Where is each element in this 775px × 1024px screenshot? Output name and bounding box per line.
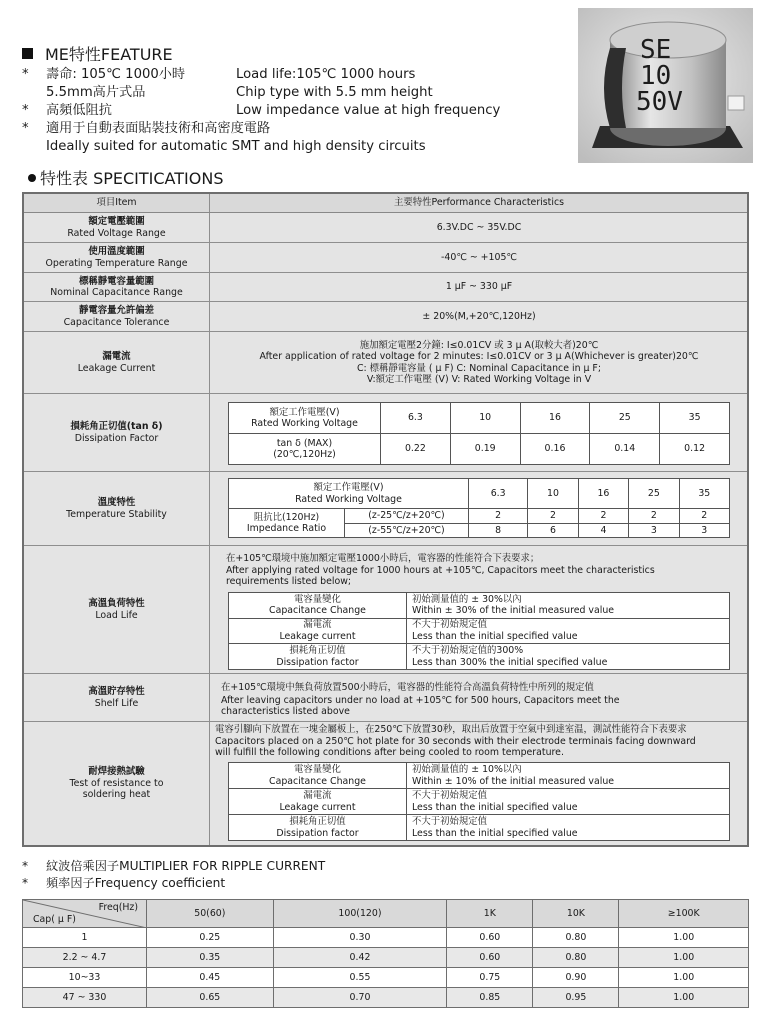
cell-text-zh: 損耗角正切值 bbox=[289, 816, 346, 827]
spec-item-en: soldering heat bbox=[82, 789, 151, 801]
ripple-subtitle-text: 頻率因子Frequency coefficient bbox=[46, 876, 226, 890]
cell-text-en: Less than the initial specified value bbox=[412, 630, 578, 642]
spec-row-leakage bbox=[24, 332, 747, 394]
spec-item-en: Nominal Capacitance Range bbox=[50, 287, 183, 298]
corner-freq-label: Freq(Hz) bbox=[98, 902, 138, 913]
capacitor-image bbox=[578, 8, 753, 163]
cell-text-zh: 漏電流 bbox=[303, 790, 332, 801]
cell-text-en: Within ± 30% of the initial measured value bbox=[412, 605, 615, 617]
feature-title-text: ME特性FEATURE bbox=[45, 45, 173, 64]
spec-value-cell bbox=[211, 302, 747, 331]
spec-item-cell bbox=[24, 722, 210, 845]
spec-row-operating-temp bbox=[24, 243, 747, 273]
dissipation-table bbox=[228, 402, 730, 465]
ripple-value-cell: 1.00 bbox=[619, 968, 749, 988]
ripple-title-block bbox=[22, 858, 325, 892]
spec-item-cell bbox=[24, 332, 210, 393]
table-row bbox=[229, 644, 730, 670]
cell-text-en: Capacitance Change bbox=[269, 605, 366, 617]
intro-en: Capacitors placed on a 250℃ hot plate for 30 seconds with their electrode terminais facing downward bbox=[215, 735, 696, 747]
table-row bbox=[229, 479, 730, 509]
spec-item-zh: 靜電容量允許偏差 bbox=[78, 305, 154, 316]
table-cell: 25 bbox=[590, 403, 660, 434]
table-cell: 2 bbox=[629, 509, 679, 524]
photo-marking-2: 10 bbox=[640, 61, 672, 91]
ripple-value-cell: 0.70 bbox=[273, 988, 447, 1008]
table-cell: 35 bbox=[679, 479, 729, 509]
leakage-line: V:額定工作電壓 (V) V: Rated Working Voltage in V bbox=[366, 374, 592, 385]
ripple-table bbox=[22, 899, 749, 1008]
square-bullet-icon bbox=[22, 48, 33, 59]
ripple-value-cell: 1.00 bbox=[619, 928, 749, 948]
table-cell: 10 bbox=[450, 403, 520, 434]
table-cell: (z-55℃/z+20℃) bbox=[345, 523, 469, 538]
spec-title bbox=[28, 166, 223, 189]
ripple-value-cell: 0.42 bbox=[273, 948, 447, 968]
table-cell: 2 bbox=[679, 509, 729, 524]
feature-item-en: Load life:105℃ 1000 hours bbox=[236, 67, 416, 82]
spec-item-cell bbox=[24, 546, 210, 673]
cell-text-en: Dissipation factor bbox=[276, 827, 359, 839]
feature-item-cn: 高頻低阻抗 bbox=[46, 103, 112, 118]
table-cell: 4 bbox=[578, 523, 628, 538]
leakage-line: C: 標稱靜電容量 ( μ F) C: Nominal Capacitance in μ F; bbox=[356, 362, 601, 374]
ripple-value-cell: 0.95 bbox=[533, 988, 619, 1008]
table-cell: 3 bbox=[679, 523, 729, 538]
intro-en: requirements listed below; bbox=[226, 576, 352, 587]
feature-item-cn: 壽命: 105℃ 1000小時 bbox=[46, 67, 186, 82]
cell-text-en: Less than the initial specified value bbox=[412, 801, 578, 813]
ripple-cap-cell: 1 bbox=[23, 928, 147, 948]
spec-row-rated-voltage bbox=[24, 213, 747, 243]
photo-marking-1: SE bbox=[640, 35, 672, 65]
table-cell: 0.19 bbox=[450, 434, 520, 465]
spec-item-en: Dissipation Factor bbox=[74, 432, 159, 444]
ripple-value-cell: 0.65 bbox=[147, 988, 274, 1008]
spec-title-text: 特性表 SPECITICATIONS bbox=[40, 169, 224, 188]
ripple-title-text: 紋波倍乘因子MULTIPLIER FOR RIPPLE CURRENT bbox=[46, 859, 326, 873]
feature-item-en: Low impedance value at high frequency bbox=[236, 103, 501, 118]
table-cell: 0.12 bbox=[660, 434, 730, 465]
spec-row-dissipation bbox=[24, 394, 747, 472]
corner-cap-label: Cap( μ F) bbox=[33, 914, 76, 925]
spec-row-load-life bbox=[24, 546, 747, 674]
spec-row-soldering bbox=[24, 722, 747, 845]
table-cell: 2 bbox=[528, 509, 578, 524]
spec-value-cell bbox=[211, 243, 747, 272]
spec-value: -40℃ ~ +105℃ bbox=[441, 251, 517, 263]
cell-text-zh: 阻抗比(120Hz) bbox=[253, 511, 320, 523]
cell-text-zh: 不大于初始規定值的300% bbox=[412, 645, 524, 657]
ripple-header-row bbox=[23, 900, 749, 928]
table-cell bbox=[229, 479, 469, 509]
feature-item bbox=[22, 102, 562, 120]
spec-value-cell bbox=[211, 273, 747, 301]
cell-text-zh: 初始測量值的 ± 10%以內 bbox=[412, 764, 522, 775]
table-cell bbox=[229, 593, 407, 619]
text-zh: 在+105℃環境中無負荷放置500小時后，電容器的性能符合高溫負荷特性中所列的規定值 bbox=[221, 682, 594, 693]
spec-header-row bbox=[24, 194, 747, 213]
feature-item bbox=[22, 84, 562, 102]
ripple-value-cell: 0.35 bbox=[147, 948, 274, 968]
leakage-line: 施加額定電壓2分鐘: I≤0.01CV 或 3 μ A(取較大者)20℃ bbox=[359, 339, 599, 351]
table-row bbox=[23, 968, 749, 988]
cell-text-zh: 電容量變化 bbox=[294, 764, 341, 775]
table-row bbox=[23, 988, 749, 1008]
feature-item-text: 適用于自動表面貼裝技術和高密度電路 bbox=[46, 121, 271, 136]
ripple-value-cell: 0.75 bbox=[447, 968, 533, 988]
ripple-subtitle bbox=[22, 875, 325, 892]
table-cell bbox=[229, 618, 407, 644]
intro-en: will fulfill the following conditions after being cooled to room temperature. bbox=[215, 747, 564, 758]
table-row bbox=[229, 789, 730, 815]
photo-marking-3: 50V bbox=[636, 87, 683, 117]
text-en: characteristics listed above bbox=[221, 706, 350, 717]
table-row bbox=[23, 948, 749, 968]
table-cell bbox=[407, 789, 730, 815]
table-row bbox=[229, 763, 730, 789]
cell-text-en: Dissipation factor bbox=[276, 656, 359, 668]
table-cell bbox=[229, 763, 407, 789]
spec-table bbox=[22, 192, 749, 847]
table-cell: 6.3 bbox=[381, 403, 451, 434]
cell-text-en: Less than 300% the initial specified value bbox=[412, 656, 608, 668]
cell-text-zh: 初始測量值的 ± 30%以內 bbox=[412, 593, 522, 605]
ripple-cap-cell: 47 ~ 330 bbox=[23, 988, 147, 1008]
ripple-value-cell: 0.55 bbox=[273, 968, 447, 988]
spec-item-en: Rated Voltage Range bbox=[67, 227, 166, 239]
asterisk-icon: * bbox=[22, 859, 29, 873]
table-row bbox=[229, 509, 730, 524]
dot-bullet-icon bbox=[28, 174, 36, 182]
cell-text-zh: 不大于初始規定值 bbox=[412, 619, 488, 631]
spec-row-capacitance-tolerance bbox=[24, 302, 747, 332]
table-cell bbox=[407, 763, 730, 789]
leakage-line: After application of rated voltage for 2 minutes: I≤0.01CV or 3 μ A(Whichever is greater)20℃ bbox=[259, 351, 699, 362]
ripple-value-cell: 1.00 bbox=[619, 948, 749, 968]
table-row bbox=[229, 618, 730, 644]
spec-item-zh: 損耗角正切值(tan δ) bbox=[70, 421, 163, 432]
spec-item-zh: 高溫負荷特性 bbox=[88, 598, 145, 609]
table-cell: 0.16 bbox=[520, 434, 590, 465]
table-row bbox=[229, 815, 730, 841]
ripple-freq-header: 100(120) bbox=[273, 900, 447, 928]
ripple-value-cell: 0.45 bbox=[147, 968, 274, 988]
cell-text-zh: 額定工作電壓(V) bbox=[269, 406, 340, 418]
table-row bbox=[229, 434, 730, 465]
ripple-value-cell: 0.85 bbox=[447, 988, 533, 1008]
spec-item-en: Test of resistance to bbox=[69, 777, 164, 789]
feature-item bbox=[22, 138, 562, 156]
table-cell: 2 bbox=[469, 509, 528, 524]
spec-item-zh: 額定電壓範圍 bbox=[88, 216, 145, 227]
intro-zh: 在+105℃環境中施加額定電壓1000小時后，電容器的性能符合下表要求； bbox=[226, 553, 540, 564]
feature-list bbox=[22, 66, 562, 156]
header-perf bbox=[211, 194, 747, 212]
table-cell bbox=[229, 815, 407, 841]
table-cell bbox=[407, 593, 730, 619]
spec-item-zh: 漏電流 bbox=[102, 351, 131, 362]
ripple-corner-cell bbox=[23, 900, 147, 928]
spec-item-en: Leakage Current bbox=[77, 362, 156, 374]
spec-item-cell bbox=[24, 302, 210, 331]
spec-item-cell bbox=[24, 213, 210, 242]
spec-value: 1 μF ~ 330 μF bbox=[445, 281, 513, 293]
asterisk-icon: * bbox=[22, 103, 29, 118]
spec-row-capacitance-range bbox=[24, 273, 747, 302]
cell-text-en: Impedance Ratio bbox=[246, 523, 327, 534]
ripple-cap-cell: 2.2 ~ 4.7 bbox=[23, 948, 147, 968]
feature-item-en: Chip type with 5.5 mm height bbox=[236, 85, 433, 100]
spec-item-en: Shelf Life bbox=[94, 697, 139, 709]
intro-zh: 電容引腳向下放置在一塊金屬板上，在250℃下放置30秒，取出后放置于空氣中到達室温，測試性能符合下表要求 bbox=[215, 724, 687, 735]
spec-item-zh: 耐焊接熱試驗 bbox=[88, 766, 145, 778]
feature-item bbox=[22, 120, 562, 138]
table-cell: 16 bbox=[578, 479, 628, 509]
product-photo bbox=[578, 8, 753, 163]
spec-value-cell bbox=[211, 332, 747, 393]
spec-item-cell bbox=[24, 472, 210, 545]
ripple-value-cell: 1.00 bbox=[619, 988, 749, 1008]
table-cell bbox=[229, 403, 381, 434]
table-cell: 0.22 bbox=[381, 434, 451, 465]
ripple-freq-header: ≥100K bbox=[619, 900, 749, 928]
header-item bbox=[24, 194, 210, 212]
cell-text-zh: 電容量變化 bbox=[294, 593, 341, 605]
cell-text-zh: 不大于初始規定值 bbox=[412, 816, 488, 827]
asterisk-icon bbox=[22, 84, 46, 102]
table-cell: 8 bbox=[469, 523, 528, 538]
feature-title bbox=[22, 42, 173, 65]
spec-value: ± 20%(M,+20℃,120Hz) bbox=[422, 310, 536, 322]
table-cell bbox=[407, 644, 730, 670]
table-cell: (z-25℃/z+20℃) bbox=[345, 509, 469, 524]
load-life-intro bbox=[226, 553, 655, 588]
ripple-value-cell: 0.80 bbox=[533, 928, 619, 948]
cell-text-en: Less than the initial specified value bbox=[412, 827, 578, 839]
feature-item bbox=[22, 66, 562, 84]
spec-item-cell bbox=[24, 394, 210, 471]
spec-item-zh: 溫度特性 bbox=[97, 497, 136, 508]
spec-item-cell bbox=[24, 674, 210, 721]
cell-text: (20℃,120Hz) bbox=[273, 449, 336, 460]
ripple-value-cell: 0.30 bbox=[273, 928, 447, 948]
asterisk-icon: * bbox=[22, 121, 29, 136]
table-cell bbox=[229, 789, 407, 815]
ripple-freq-header: 50(60) bbox=[147, 900, 274, 928]
cell-text-en: Rated Working Voltage bbox=[295, 493, 402, 505]
load-life-table bbox=[228, 592, 730, 670]
header-item-text: 項目Item bbox=[96, 197, 137, 209]
cell-text-en: Rated Working Voltage bbox=[251, 418, 358, 429]
cell-text-en: Leakage current bbox=[279, 801, 356, 813]
cell-text-zh: 額定工作電壓(V) bbox=[313, 482, 384, 493]
table-row bbox=[229, 593, 730, 619]
cell-text-zh: 損耗角正切值 bbox=[289, 645, 346, 657]
table-row bbox=[229, 403, 730, 434]
table-cell: 25 bbox=[629, 479, 679, 509]
cell-text-zh: 漏電流 bbox=[303, 619, 332, 631]
spec-item-cell bbox=[24, 273, 210, 301]
spec-row-temperature bbox=[24, 472, 747, 546]
ripple-title bbox=[22, 858, 325, 875]
spec-item-en: Capacitance Tolerance bbox=[63, 316, 170, 328]
ripple-value-cell: 0.25 bbox=[147, 928, 274, 948]
spec-item-zh: 標稱靜電容量範圍 bbox=[78, 275, 154, 287]
asterisk-icon: * bbox=[22, 67, 29, 82]
table-cell bbox=[229, 434, 381, 465]
ripple-value-cell: 0.80 bbox=[533, 948, 619, 968]
ripple-freq-header: 1K bbox=[447, 900, 533, 928]
table-cell: 35 bbox=[660, 403, 730, 434]
cell-text: tan δ (MAX) bbox=[276, 437, 333, 449]
header-perf-text: 主要特性Performance Characteristics bbox=[394, 197, 564, 209]
table-cell: 0.14 bbox=[590, 434, 660, 465]
spec-item-en: Load Life bbox=[95, 609, 138, 621]
spec-item-en: Temperature Stability bbox=[66, 508, 167, 520]
table-cell bbox=[229, 509, 345, 538]
asterisk-icon bbox=[22, 138, 46, 156]
text-en: After leaving capacitors under no load at +105℃ for 500 hours, Capacitors meet the bbox=[221, 694, 620, 706]
cell-text-en: Leakage current bbox=[279, 630, 356, 642]
ripple-cap-cell: 10~33 bbox=[23, 968, 147, 988]
table-cell: 6 bbox=[528, 523, 578, 538]
shelf-life-text bbox=[221, 682, 620, 718]
ripple-value-cell: 0.60 bbox=[447, 928, 533, 948]
feature-item-cn: 5.5mm高片式品 bbox=[46, 85, 146, 100]
table-cell: 6.3 bbox=[469, 479, 528, 509]
soldering-intro bbox=[215, 724, 696, 759]
cell-text-zh: 不大于初始規定值 bbox=[412, 790, 488, 801]
soldering-table bbox=[228, 762, 730, 841]
spec-item-en: Operating Temperature Range bbox=[45, 257, 188, 269]
ripple-freq-header: 10K bbox=[533, 900, 619, 928]
intro-en: After applying rated voltage for 1000 hours at +105℃, Capacitors meet the characteristics bbox=[226, 564, 655, 576]
spec-item-zh: 使用溫度範圍 bbox=[88, 246, 145, 257]
temperature-table bbox=[228, 478, 730, 538]
spec-item-zh: 高溫貯存特性 bbox=[88, 686, 145, 697]
table-row bbox=[23, 928, 749, 948]
table-cell bbox=[407, 618, 730, 644]
table-cell bbox=[229, 644, 407, 670]
spec-value: 6.3V.DC ~ 35V.DC bbox=[436, 221, 522, 233]
table-cell: 3 bbox=[629, 523, 679, 538]
asterisk-icon: * bbox=[22, 876, 29, 890]
ripple-value-cell: 0.60 bbox=[447, 948, 533, 968]
spec-value-cell bbox=[211, 213, 747, 242]
cell-text-en: Within ± 10% of the initial measured value bbox=[412, 775, 615, 787]
ripple-value-cell: 0.90 bbox=[533, 968, 619, 988]
table-cell: 16 bbox=[520, 403, 590, 434]
feature-item-text: Ideally suited for automatic SMT and high density circuits bbox=[46, 139, 426, 154]
spec-item-cell bbox=[24, 243, 210, 272]
table-cell: 2 bbox=[578, 509, 628, 524]
spec-row-shelf-life bbox=[24, 674, 747, 722]
table-cell bbox=[407, 815, 730, 841]
cell-text-en: Capacitance Change bbox=[269, 775, 366, 787]
table-cell: 10 bbox=[528, 479, 578, 509]
